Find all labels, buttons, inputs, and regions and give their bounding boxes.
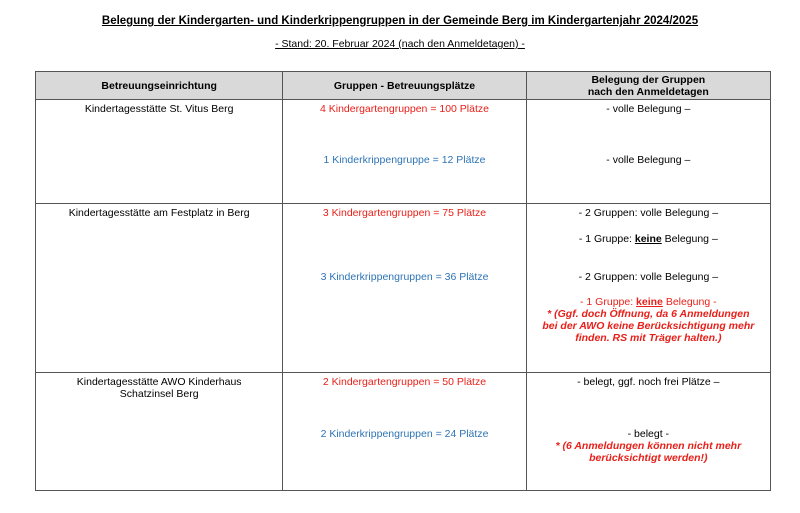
kindergarten-status-a: - 2 Gruppen: volle Belegung – xyxy=(578,207,719,219)
krippe-status-a: - 2 Gruppen: volle Belegung – xyxy=(578,271,719,283)
occupancy-cell xyxy=(526,204,770,373)
facility-cell xyxy=(36,204,283,373)
kindergarten-status: - volle Belegung – xyxy=(606,103,691,115)
status-keyword: keine xyxy=(636,296,663,308)
groups-cell xyxy=(283,100,526,204)
table-header-row xyxy=(36,72,771,100)
document-subtitle: - Stand: 20. Februar 2024 (nach den Anmeldetagen) - xyxy=(275,38,525,50)
krippe-status: - volle Belegung – xyxy=(606,154,691,166)
krippe-status-b xyxy=(527,296,770,308)
facility-cell xyxy=(36,100,283,204)
krippe-status: - belegt - xyxy=(627,428,670,440)
header-occupancy-line2: nach den Anmeldetagen xyxy=(587,85,709,98)
krippe-groups: 3 Kinderkrippengruppen = 36 Plätze xyxy=(320,271,489,283)
facility-name: Kindertagesstätte am Festplatz in Berg xyxy=(68,207,250,219)
krippe-groups: 1 Kinderkrippengruppe = 12 Plätze xyxy=(323,154,486,166)
kindergarten-groups: 4 Kindergartengruppen = 100 Plätze xyxy=(319,103,489,115)
facility-name-line2: Schatzinsel Berg xyxy=(119,388,199,400)
kindergarten-groups: 2 Kindergartengruppen = 50 Plätze xyxy=(322,376,487,388)
note-line: * (6 Anmeldungen können nicht mehr xyxy=(555,440,742,452)
status-text: Belegung – xyxy=(661,233,718,245)
facility-name-line1: Kindertagesstätte AWO Kinderhaus xyxy=(76,376,242,388)
kindergarten-status: - belegt, ggf. noch frei Plätze – xyxy=(577,376,720,388)
header-facility: Betreuungseinrichtung xyxy=(36,72,283,100)
document-title: Belegung der Kindergarten- und Kinderkrippengruppen in der Gemeinde Berg im Kindergartenjahr 2024/2025 xyxy=(101,15,699,27)
occupancy-cell xyxy=(526,100,770,204)
header-occupancy-line1: Belegung der Gruppen xyxy=(591,73,706,86)
header-groups: Gruppen - Betreuungsplätze xyxy=(283,72,526,100)
groups-cell xyxy=(283,204,526,373)
kindergarten-status-b xyxy=(527,233,770,245)
note-line: finden. RS mit Träger halten.) xyxy=(575,332,722,344)
note-line: bei der AWO keine Berücksichtigung mehr xyxy=(542,320,755,332)
occupancy-cell xyxy=(526,373,770,491)
status-text: - 1 Gruppe: xyxy=(578,233,635,245)
kindergarten-groups: 3 Kindergartengruppen = 75 Plätze xyxy=(322,207,487,219)
note-line: berücksichtigt werden!) xyxy=(589,452,708,464)
status-text: - 1 Gruppe: xyxy=(580,296,637,308)
table-row xyxy=(36,373,771,491)
krippe-groups: 2 Kinderkrippengruppen = 24 Plätze xyxy=(320,428,489,440)
note-line: * (Ggf. doch Öffnung, da 6 Anmeldungen xyxy=(547,308,750,320)
status-keyword: keine xyxy=(634,233,662,245)
header-occupancy xyxy=(526,72,770,100)
status-text: Belegung - xyxy=(662,296,717,308)
facility-name: Kindertagesstätte St. Vitus Berg xyxy=(84,103,234,115)
facility-cell xyxy=(36,373,283,491)
table-row xyxy=(36,100,771,204)
allocation-table xyxy=(35,71,771,491)
groups-cell xyxy=(283,373,526,491)
table-row xyxy=(36,204,771,373)
